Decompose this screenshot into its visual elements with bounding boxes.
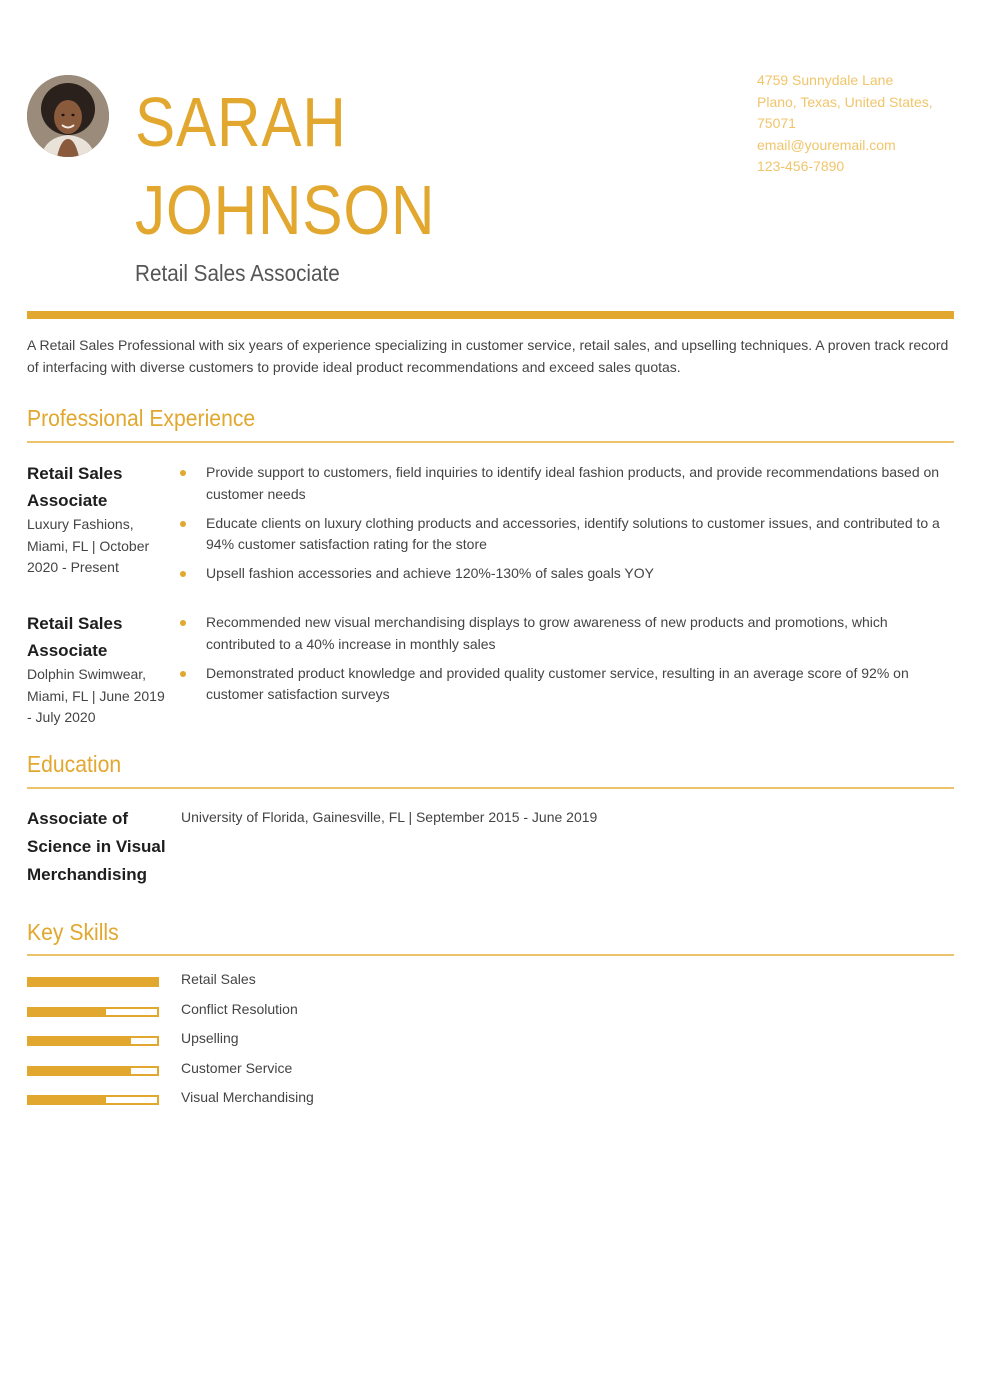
- skill-level-bar: [27, 1007, 159, 1017]
- job-2-bullets: [180, 612, 950, 713]
- candidate-name: [135, 78, 617, 254]
- skill-row: [27, 1001, 427, 1021]
- skill-level-fill: [29, 979, 157, 985]
- experience-divider: [27, 441, 954, 443]
- skill-label: Customer Service: [181, 1059, 293, 1076]
- job-2-info: [27, 610, 167, 729]
- list-item: Recommended new visual merchandising displays to grow awareness of new products and promotions, which contributed to a 40% increase in monthly sales: [180, 612, 950, 655]
- list-item: Demonstrated product knowledge and provided quality customer service, resulting in an average score of 92% on customer satisfaction surveys: [180, 663, 950, 706]
- address-line-3: 75071: [757, 115, 796, 131]
- skill-level-fill: [29, 1009, 106, 1015]
- job-1-bullets: [180, 462, 950, 592]
- job-title: Retail Sales Associate: [135, 260, 340, 286]
- skill-row: [27, 1060, 427, 1080]
- list-item: Educate clients on luxury clothing products and accessories, identify solutions to customer issues, and contributed to a 94% customer satisfaction rating for the store: [180, 513, 950, 556]
- contact-info: [757, 70, 957, 178]
- bullet-dot-icon: [180, 620, 186, 626]
- first-name: SARAH: [135, 83, 347, 161]
- header-divider: [27, 311, 954, 319]
- education-section-title: Education: [27, 751, 122, 777]
- skill-label: Conflict Resolution: [181, 1000, 298, 1017]
- skill-level-bar: [27, 1036, 159, 1046]
- avatar: [27, 75, 109, 157]
- skills-section-title: Key Skills: [27, 919, 119, 945]
- skill-label: Visual Merchandising: [181, 1089, 314, 1105]
- job-1-info: [27, 460, 167, 579]
- phone-number: 123-456-7890: [757, 158, 845, 174]
- skill-level-bar: [27, 1066, 159, 1076]
- job-1-meta: Luxury Fashions, Miami, FL | October 2020 - Present: [27, 516, 150, 575]
- job-1-role: Retail Sales Associate: [27, 464, 123, 510]
- skill-label: Upselling: [181, 1030, 239, 1046]
- skill-row: [27, 1030, 427, 1050]
- last-name: JOHNSON: [135, 171, 436, 249]
- bullet-dot-icon: [180, 521, 186, 527]
- skill-level-fill: [29, 1068, 131, 1074]
- bullet-dot-icon: [180, 571, 186, 577]
- job-2-meta: Dolphin Swimwear, Miami, FL | June 2019 - July 2020: [27, 666, 165, 725]
- experience-section-title: Professional Experience: [27, 405, 256, 431]
- education-degree: Associate of Science in Visual Merchandising: [27, 809, 166, 884]
- profile-photo-icon: [27, 75, 109, 157]
- skill-label: Retail Sales: [181, 971, 256, 987]
- education-divider: [27, 787, 954, 789]
- address-line-2: Plano, Texas, United States,: [757, 93, 933, 110]
- skill-level-bar: [27, 977, 159, 987]
- email-link[interactable]: email@youremail.com: [757, 136, 896, 153]
- bullet-dot-icon: [180, 671, 186, 677]
- skills-divider: [27, 954, 954, 956]
- skill-row: [27, 971, 427, 991]
- skill-row: [27, 1089, 427, 1109]
- skill-level-fill: [29, 1097, 106, 1103]
- bullet-dot-icon: [180, 470, 186, 476]
- education-detail: University of Florida, Gainesville, FL | September 2015 - June 2019: [181, 809, 598, 825]
- list-item: Upsell fashion accessories and achieve 120%-130% of sales goals YOY: [180, 563, 950, 585]
- address-line-1: 4759 Sunnydale Lane: [757, 72, 894, 88]
- job-2-role: Retail Sales Associate: [27, 614, 123, 660]
- professional-summary: A Retail Sales Professional with six years of experience specializing in customer service, retail sales, and upselling techniques. A proven track record of interfacing with diverse customers to provide ideal product recommendations and exceed sales quotas.: [27, 337, 949, 375]
- skill-level-fill: [29, 1038, 131, 1044]
- skill-level-bar: [27, 1095, 159, 1105]
- list-item: Provide support to customers, field inquiries to identify ideal fashion products, and provide recommendations based on customer needs: [180, 462, 950, 505]
